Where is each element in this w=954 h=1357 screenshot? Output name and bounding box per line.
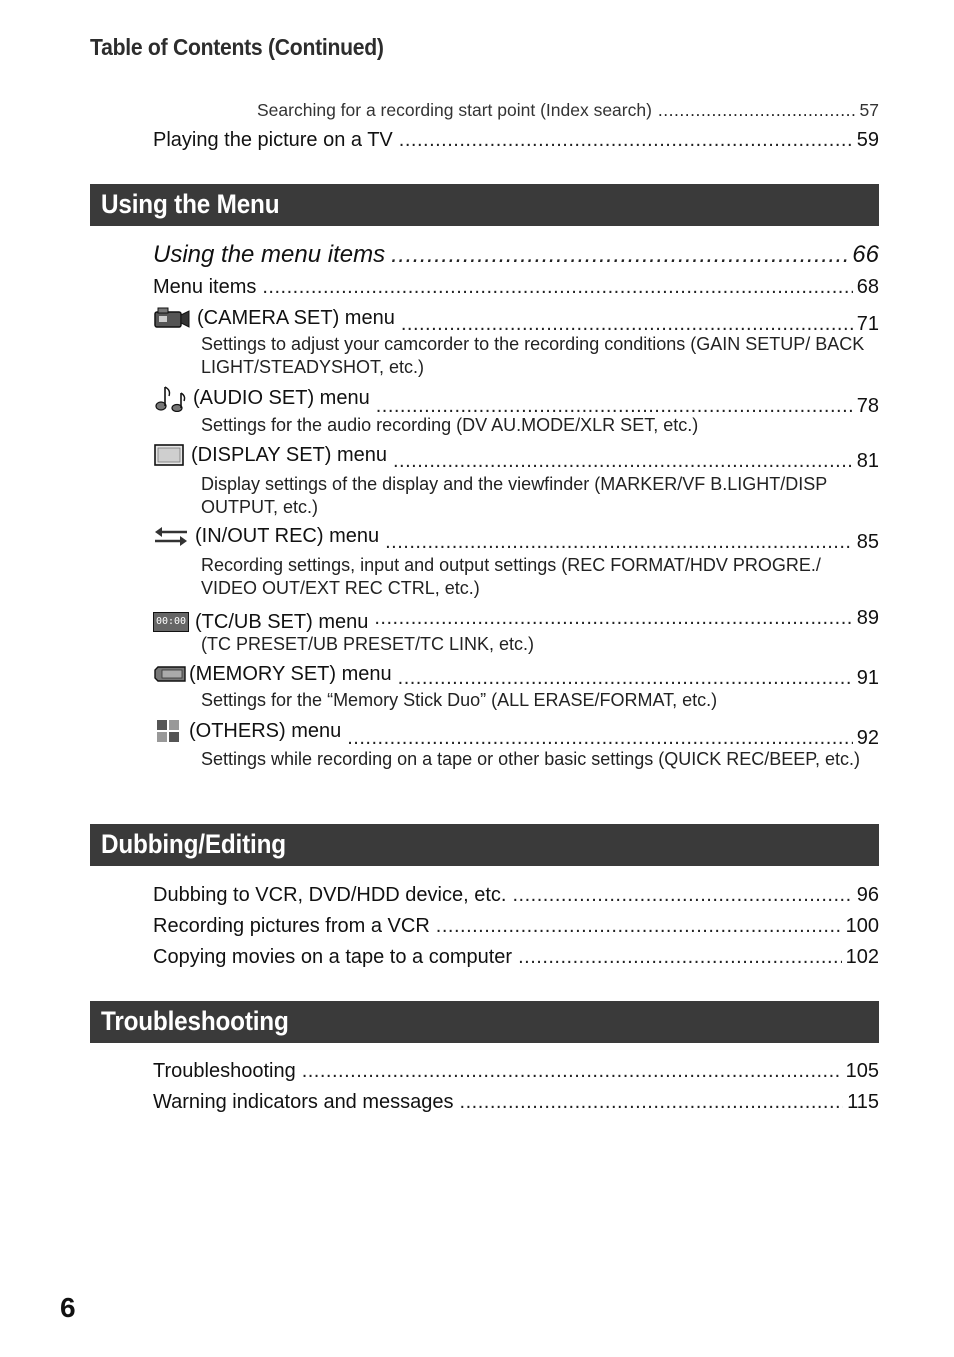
leader-dots bbox=[347, 726, 853, 750]
toc-entry-index-search[interactable] bbox=[257, 98, 879, 122]
menu-description: Recording settings, input and output settings (REC FORMAT/HDV PROGRE./ VIDEO OUT/EXT REC CTRL, etc.) bbox=[201, 555, 821, 598]
leader-dots bbox=[512, 883, 852, 907]
memory-stick-icon bbox=[153, 664, 187, 684]
menu-description: (TC PRESET/UB PRESET/TC LINK, etc.) bbox=[201, 634, 535, 654]
menu-description: Display settings of the display and the viewfinder (MARKER/VF B.LIGHT/DISP OUTPUT, etc.) bbox=[201, 474, 827, 517]
display-icon bbox=[153, 443, 185, 467]
toc-entry-camera-set[interactable] bbox=[153, 306, 879, 336]
page-header-title: Table of Contents (Continued) bbox=[90, 34, 384, 60]
toc-entry-page: 96 bbox=[856, 884, 879, 906]
section-title: Dubbing/Editing bbox=[101, 829, 286, 859]
leader-dots bbox=[391, 240, 848, 270]
section-title: Troubleshooting bbox=[101, 1006, 289, 1036]
toc-entry-page: 59 bbox=[856, 129, 879, 151]
leader-dots bbox=[436, 914, 842, 938]
leader-dots bbox=[658, 98, 856, 122]
toc-entry-label: Playing the picture on a TV bbox=[153, 129, 393, 151]
toc-entry-label: Searching for a recording start point (Index search) bbox=[257, 100, 652, 120]
toc-entry-label: Copying movies on a tape to a computer bbox=[153, 946, 513, 968]
camera-icon bbox=[153, 306, 191, 330]
toc-entry-page: 102 bbox=[845, 946, 879, 968]
toc-entry-display-set[interactable] bbox=[153, 443, 879, 473]
leader-dots bbox=[518, 945, 842, 969]
toc-entry-page: 85 bbox=[856, 531, 879, 553]
toc-entry-memory-set[interactable] bbox=[153, 662, 879, 690]
toc-entry-copying-to-computer[interactable] bbox=[153, 945, 879, 969]
toc-entry-playing-tv[interactable] bbox=[153, 128, 879, 152]
toc-entry-page: 105 bbox=[845, 1060, 879, 1082]
toc-entry-label: (TC/UB SET) menu bbox=[195, 611, 369, 633]
menu-description: Settings while recording on a tape or other basic settings (QUICK REC/BEEP, etc.) bbox=[201, 749, 860, 769]
toc-entry-page: 91 bbox=[856, 667, 879, 689]
toc-entry-label: Warning indicators and messages bbox=[153, 1091, 454, 1113]
toc-entry-label: Using the menu items bbox=[153, 241, 386, 268]
toc-entry-label: (DISPLAY SET) menu bbox=[191, 444, 387, 466]
toc-entry-using-menu-items[interactable] bbox=[153, 240, 879, 270]
leader-dots bbox=[460, 1090, 844, 1114]
menu-description: Settings to adjust your camcorder to the recording conditions (GAIN SETUP/ BACK LIGHT/STEADYSHOT, etc.) bbox=[201, 334, 865, 377]
toc-entry-label: (MEMORY SET) menu bbox=[189, 663, 392, 685]
leader-dots bbox=[302, 1059, 842, 1083]
toc-entry-page: 66 bbox=[852, 241, 879, 268]
toc-entry-others[interactable] bbox=[153, 718, 879, 750]
in-out-arrows-icon bbox=[153, 524, 189, 548]
others-grid-icon bbox=[153, 718, 183, 744]
toc-entry-label: Recording pictures from a VCR bbox=[153, 915, 430, 937]
page-number: 6 bbox=[60, 1292, 76, 1323]
toc-entry-in-out-rec[interactable] bbox=[153, 524, 879, 554]
leader-dots bbox=[262, 275, 852, 299]
toc-entry-label: (IN/OUT REC) menu bbox=[195, 525, 380, 547]
toc-entry-page: 89 bbox=[856, 607, 879, 629]
toc-entry-recording-from-vcr[interactable] bbox=[153, 914, 879, 938]
leader-dots bbox=[399, 128, 853, 152]
section-bar-troubleshooting bbox=[90, 1001, 879, 1043]
leader-dots bbox=[398, 666, 853, 690]
toc-entry-page: 68 bbox=[856, 276, 879, 298]
toc-entry-page: 57 bbox=[859, 100, 879, 120]
leader-dots bbox=[385, 530, 853, 554]
toc-entry-label: (OTHERS) menu bbox=[189, 720, 342, 742]
toc-entry-warning-indicators[interactable] bbox=[153, 1090, 879, 1114]
toc-entry-page: 78 bbox=[856, 395, 879, 417]
toc-entry-page: 100 bbox=[845, 915, 879, 937]
toc-entry-tc-ub-set[interactable] bbox=[153, 606, 879, 634]
toc-entry-menu-items[interactable] bbox=[153, 275, 879, 299]
toc-entry-page: 81 bbox=[856, 450, 879, 472]
toc-entry-label: Menu items bbox=[153, 276, 257, 298]
section-title: Using the Menu bbox=[101, 189, 280, 219]
toc-entry-troubleshooting[interactable] bbox=[153, 1059, 879, 1083]
toc-entry-dubbing-vcr[interactable] bbox=[153, 883, 879, 907]
menu-description: Settings for the “Memory Stick Duo” (ALL ERASE/FORMAT, etc.) bbox=[201, 690, 718, 710]
menu-description: Settings for the audio recording (DV AU.MODE/XLR SET, etc.) bbox=[201, 415, 699, 435]
section-bar-using-menu bbox=[90, 184, 879, 226]
toc-entry-page: 92 bbox=[856, 727, 879, 749]
music-note-icon bbox=[153, 384, 187, 412]
toc-entry-label: (CAMERA SET) menu bbox=[197, 307, 395, 329]
section-bar-dubbing-editing bbox=[90, 824, 879, 866]
toc-entry-page: 71 bbox=[856, 313, 879, 335]
leader-dots bbox=[374, 606, 852, 630]
leader-dots bbox=[393, 449, 853, 473]
toc-entry-label: Dubbing to VCR, DVD/HDD device, etc. bbox=[153, 884, 507, 906]
timecode-icon: 00:00 bbox=[153, 612, 189, 632]
toc-entry-label: (AUDIO SET) menu bbox=[193, 387, 370, 409]
toc-entry-audio-set[interactable] bbox=[153, 384, 879, 418]
toc-entry-label: Troubleshooting bbox=[153, 1060, 296, 1082]
toc-entry-page: 115 bbox=[847, 1091, 879, 1113]
